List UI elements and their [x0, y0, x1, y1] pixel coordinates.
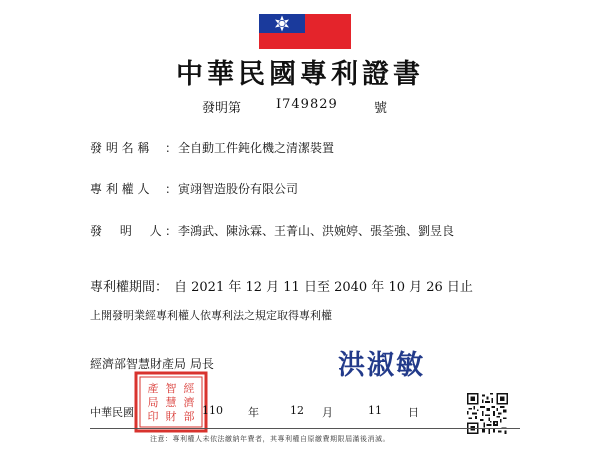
footer-divider [90, 428, 520, 429]
inventor-value: 李鴻武、陳泳霖、王菁山、洪婉婷、張荃強、劉昱良 [178, 224, 455, 238]
colon: ： [165, 141, 178, 155]
term-value: 自 2021 年 12 月 11 日至 2040 年 10 月 26 日止 [174, 280, 473, 295]
issue-year-unit: 年 [248, 406, 259, 419]
patent-number-label: 發明第 [202, 101, 242, 116]
svg-text:經: 經 [183, 382, 195, 395]
term-label: 專利權期間： [90, 280, 169, 295]
svg-text:產: 產 [147, 382, 159, 395]
colon: ： [165, 182, 178, 196]
svg-text:智: 智 [165, 382, 177, 395]
issue-date-prefix: 中華民國 [90, 406, 134, 419]
director-signature: 洪淑敏 [338, 350, 425, 381]
flag-icon [259, 14, 351, 49]
svg-text:濟: 濟 [183, 396, 195, 409]
authority-title: 經濟部智慧財產局 局長 [90, 357, 214, 371]
inventor-label: 發 明 人 [90, 224, 162, 238]
term-row [0, 276, 600, 294]
patent-number-suffix: 號 [374, 101, 388, 116]
issue-day-unit: 日 [408, 406, 419, 419]
certificate-title: 中華民國專利證書 [176, 59, 424, 90]
svg-text:慧: 慧 [165, 396, 177, 409]
colon: ： [165, 224, 178, 238]
official-seal-icon [133, 370, 209, 434]
svg-text:部: 部 [183, 410, 195, 423]
patentee-value: 寅翊智造股份有限公司 [178, 182, 299, 196]
issue-date-row [0, 404, 600, 420]
footer-note: 注意：專利權人未依法繳納年費者，其專利權自原繳費期限屆滿後消滅。 [150, 435, 390, 443]
grant-statement: 上開發明業經專利權人依專利法之規定取得專利權 [90, 309, 332, 322]
invention-name-row [0, 139, 600, 155]
svg-text:財: 財 [165, 410, 177, 423]
svg-text:局: 局 [147, 396, 159, 409]
issue-month: 12 [290, 404, 304, 417]
invention-name-label: 發 明 名 稱 [90, 141, 150, 155]
invention-name-value: 全自動工件鈍化機之清潔裝置 [178, 141, 335, 155]
issue-year: 110 [202, 404, 223, 417]
patentee-row [0, 180, 600, 196]
issue-month-unit: 月 [322, 406, 333, 419]
inventor-row [0, 222, 600, 238]
patentee-label: 專 利 權 人 [90, 182, 150, 196]
patent-number-value: I749829 [276, 97, 338, 112]
svg-text:印: 印 [147, 410, 159, 423]
issue-day: 11 [368, 404, 382, 417]
